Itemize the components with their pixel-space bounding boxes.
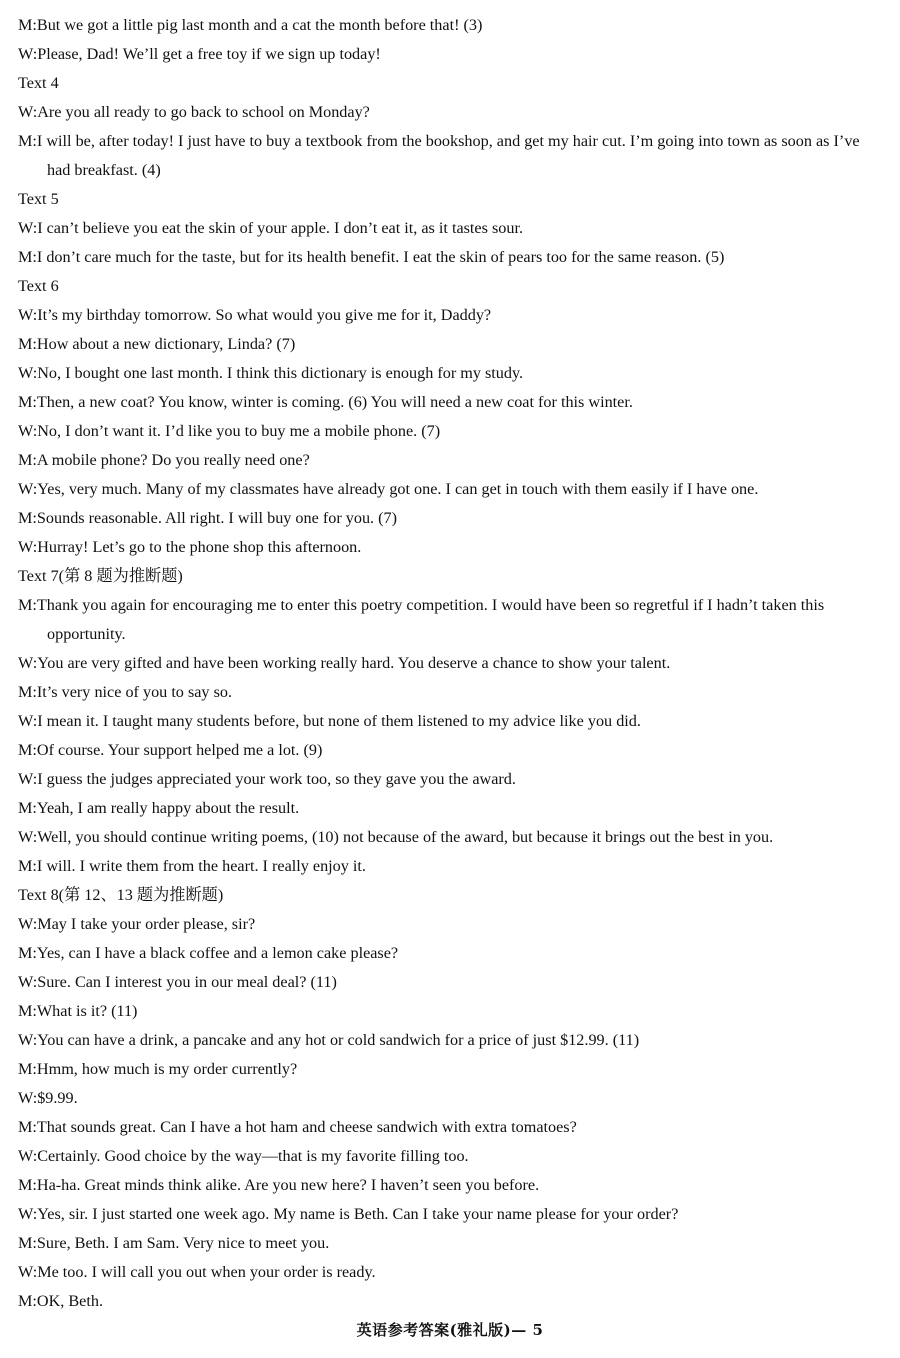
dialogue-line [18, 678, 886, 707]
dialogue-line [18, 214, 886, 243]
speaker-separator: : [32, 1147, 38, 1165]
section-heading: Text 4 [18, 74, 59, 92]
speaker-separator: : [32, 16, 37, 34]
dialogue-text: I will be, after today! I just have to buy a textbook from the bookshop, and get my hair cut. I’m going into town as soon as I’ve had breakfast. (4) [36, 132, 860, 179]
speaker-separator: : [32, 538, 38, 556]
dialogue-text: It’s my birthday tomorrow. So what would you give me for it, Daddy? [37, 306, 492, 324]
speaker-label: W [18, 1089, 33, 1107]
speaker-separator: : [32, 103, 38, 121]
speaker-label: M [18, 451, 33, 469]
speaker-label: M [18, 1176, 33, 1194]
dialogue-text: I will. I write them from the heart. I really enjoy it. [36, 857, 366, 875]
speaker-separator: : [32, 219, 38, 237]
dialogue-line [18, 939, 886, 968]
speaker-separator: : [32, 1089, 38, 1107]
dialogue-text: Yes, very much. Many of my classmates have already got one. I can get in touch with them easily if I have one. [37, 480, 759, 498]
speaker-label: W [18, 103, 33, 121]
speaker-label: W [18, 770, 33, 788]
dialogue-text: Sounds reasonable. All right. I will buy one for you. (7) [36, 509, 398, 527]
dialogue-text: Sure. Can I interest you in our meal deal? (11) [37, 973, 337, 991]
dialogue-text: Hurray! Let’s go to the phone shop this afternoon. [37, 538, 362, 556]
speaker-label: M [18, 16, 33, 34]
speaker-separator: : [32, 973, 38, 991]
dialogue-line [18, 852, 886, 881]
speaker-separator: : [32, 683, 37, 701]
dialogue-text: No, I don’t want it. I’d like you to buy me a mobile phone. (7) [37, 422, 441, 440]
speaker-label: M [18, 1118, 33, 1136]
dialogue-line [18, 649, 886, 678]
dialogue-line [18, 301, 886, 330]
dialogue-line [18, 997, 886, 1026]
speaker-label: M [18, 596, 33, 614]
speaker-separator: : [32, 712, 38, 730]
speaker-label: W [18, 654, 33, 672]
speaker-separator: : [32, 1118, 37, 1136]
speaker-separator: : [32, 770, 38, 788]
dialogue-text: But we got a little pig last month and a cat the month before that! (3) [36, 16, 483, 34]
speaker-label: W [18, 219, 33, 237]
dialogue-text: Sure, Beth. I am Sam. Very nice to meet you. [36, 1234, 330, 1252]
dialogue-text: I guess the judges appreciated your work too, so they gave you the award. [37, 770, 516, 788]
speaker-separator: : [32, 248, 37, 266]
dialogue-text: Well, you should continue writing poems, (10) not because of the award, but because it brings out the best in you. [37, 828, 774, 846]
dialogue-text: How about a new dictionary, Linda? (7) [36, 335, 296, 353]
dialogue-line [18, 591, 886, 649]
dialogue-text: Certainly. Good choice by the way—that is my favorite filling too. [37, 1147, 469, 1165]
dialogue-text: Are you all ready to go back to school on Monday? [37, 103, 370, 121]
dialogue-line [18, 1055, 886, 1084]
speaker-label: M [18, 393, 33, 411]
speaker-separator: : [32, 364, 38, 382]
speaker-label: W [18, 45, 33, 63]
dialogue-text: Yes, sir. I just started one week ago. My name is Beth. Can I take your name please for your order? [37, 1205, 679, 1223]
speaker-separator: : [32, 1002, 37, 1020]
speaker-label: M [18, 509, 33, 527]
speaker-separator: : [32, 45, 38, 63]
speaker-separator: : [32, 915, 38, 933]
speaker-label: W [18, 828, 33, 846]
section-heading: Text 7(第 8 题为推断题) [18, 567, 183, 585]
speaker-label: M [18, 857, 33, 875]
dialogue-text: Of course. Your support helped me a lot. (9) [36, 741, 323, 759]
speaker-label: W [18, 1263, 33, 1281]
dialogue-line [18, 910, 886, 939]
dialogue-line [18, 388, 886, 417]
speaker-separator: : [32, 857, 37, 875]
speaker-separator: : [32, 306, 38, 324]
speaker-separator: : [32, 451, 37, 469]
speaker-separator: : [32, 741, 37, 759]
dialogue-text: Ha-ha. Great minds think alike. Are you new here? I haven’t seen you before. [36, 1176, 540, 1194]
speaker-separator: : [32, 335, 37, 353]
speaker-separator: : [32, 422, 38, 440]
dialogue-text: Hmm, how much is my order currently? [36, 1060, 298, 1078]
dialogue-line [18, 1171, 886, 1200]
speaker-label: W [18, 1031, 33, 1049]
speaker-separator: : [32, 799, 37, 817]
dialogue-line [18, 1258, 886, 1287]
speaker-label: M [18, 741, 33, 759]
speaker-label: W [18, 712, 33, 730]
dialogue-line [18, 446, 886, 475]
dialogue-line [18, 707, 886, 736]
dialogue-line [18, 736, 886, 765]
dialogue-line [18, 823, 886, 852]
speaker-label: M [18, 1234, 33, 1252]
dialogue-text: Thank you again for encouraging me to enter this poetry competition. I would have been so regretful if I hadn’t taken this opportunity. [36, 596, 825, 643]
dialogue-line [18, 1113, 886, 1142]
speaker-label: M [18, 1292, 33, 1310]
speaker-separator: : [32, 480, 38, 498]
dialogue-line [18, 794, 886, 823]
speaker-label: W [18, 915, 33, 933]
dialogue-line [18, 127, 886, 185]
dialogue-text: You are very gifted and have been working really hard. You deserve a chance to show your talent. [37, 654, 671, 672]
speaker-separator: : [32, 1176, 37, 1194]
speaker-label: M [18, 799, 33, 817]
dialogue-text: I mean it. I taught many students before, but none of them listened to my advice like you did. [37, 712, 641, 730]
dialogue-text: Yeah, I am really happy about the result. [36, 799, 300, 817]
dialogue-line [18, 1026, 886, 1055]
dialogue-text: That sounds great. Can I have a hot ham and cheese sandwich with extra tomatoes? [36, 1118, 577, 1136]
dialogue-text: OK, Beth. [36, 1292, 103, 1310]
speaker-label: M [18, 1060, 33, 1078]
speaker-label: M [18, 1002, 33, 1020]
dialogue-text: Yes, can I have a black coffee and a lemon cake please? [36, 944, 399, 962]
dialogue-text: It’s very nice of you to say so. [36, 683, 233, 701]
speaker-label: W [18, 1147, 33, 1165]
dialogue-text: You can have a drink, a pancake and any hot or cold sandwich for a price of just $12.99. (11) [37, 1031, 640, 1049]
speaker-separator: : [32, 944, 37, 962]
section-heading: Text 5 [18, 190, 59, 208]
dialogue-line [18, 98, 886, 127]
dialogue-text: Please, Dad! We’ll get a free toy if we sign up today! [37, 45, 381, 63]
speaker-label: M [18, 944, 33, 962]
dialogue-text: Then, a new coat? You know, winter is coming. (6) You will need a new coat for this winter. [36, 393, 633, 411]
dialogue-text: A mobile phone? Do you really need one? [36, 451, 310, 469]
speaker-separator: : [32, 509, 37, 527]
dialogue-line [18, 1287, 886, 1316]
speaker-separator: : [32, 1263, 38, 1281]
dialogue-line [18, 1200, 886, 1229]
speaker-separator: : [32, 132, 37, 150]
dialogue-text: What is it? (11) [36, 1002, 138, 1020]
section-heading: Text 8(第 12、13 题为推断题) [18, 886, 224, 904]
dialogue-line [18, 1142, 886, 1171]
speaker-separator: : [32, 1060, 37, 1078]
dialogue-text: Me too. I will call you out when your order is ready. [37, 1263, 376, 1281]
speaker-separator: : [32, 596, 37, 614]
speaker-separator: : [32, 1031, 38, 1049]
speaker-label: M [18, 248, 33, 266]
speaker-label: W [18, 538, 33, 556]
dialogue-line [18, 1229, 886, 1258]
speaker-separator: : [32, 1205, 38, 1223]
dialogue-line [18, 504, 886, 533]
dialogue-line [18, 475, 886, 504]
speaker-label: M [18, 683, 33, 701]
speaker-separator: : [32, 828, 38, 846]
dialogue-line [18, 765, 886, 794]
speaker-label: W [18, 306, 33, 324]
dialogue-line [18, 330, 886, 359]
dialogue-line [18, 968, 886, 997]
speaker-label: W [18, 422, 33, 440]
dialogue-line [18, 533, 886, 562]
speaker-separator: : [32, 1292, 37, 1310]
speaker-label: W [18, 973, 33, 991]
section-heading: Text 6 [18, 277, 59, 295]
dialogue-line [18, 11, 886, 40]
speaker-label: M [18, 335, 33, 353]
speaker-separator: : [32, 1234, 37, 1252]
speaker-label: W [18, 480, 33, 498]
dialogue-text: No, I bought one last month. I think this dictionary is enough for my study. [37, 364, 524, 382]
dialogue-text: $9.99. [37, 1089, 78, 1107]
dialogue-line [18, 1084, 886, 1113]
dialogue-line [18, 40, 886, 69]
transcript [18, 11, 886, 1316]
dialogue-line [18, 417, 886, 446]
speaker-separator: : [32, 393, 37, 411]
speaker-label: M [18, 132, 33, 150]
dialogue-text: I can’t believe you eat the skin of your apple. I don’t eat it, as it tastes sour. [37, 219, 523, 237]
dialogue-line [18, 243, 886, 272]
dialogue-text: I don’t care much for the taste, but for its health benefit. I eat the skin of pears too for the same reason. (5) [36, 248, 725, 266]
speaker-label: W [18, 364, 33, 382]
speaker-label: W [18, 1205, 33, 1223]
dialogue-line [18, 359, 886, 388]
dialogue-text: May I take your order please, sir? [37, 915, 256, 933]
speaker-separator: : [32, 654, 38, 672]
page-footer: 英语参考答案(雅礼版)— 5 [356, 1321, 544, 1339]
